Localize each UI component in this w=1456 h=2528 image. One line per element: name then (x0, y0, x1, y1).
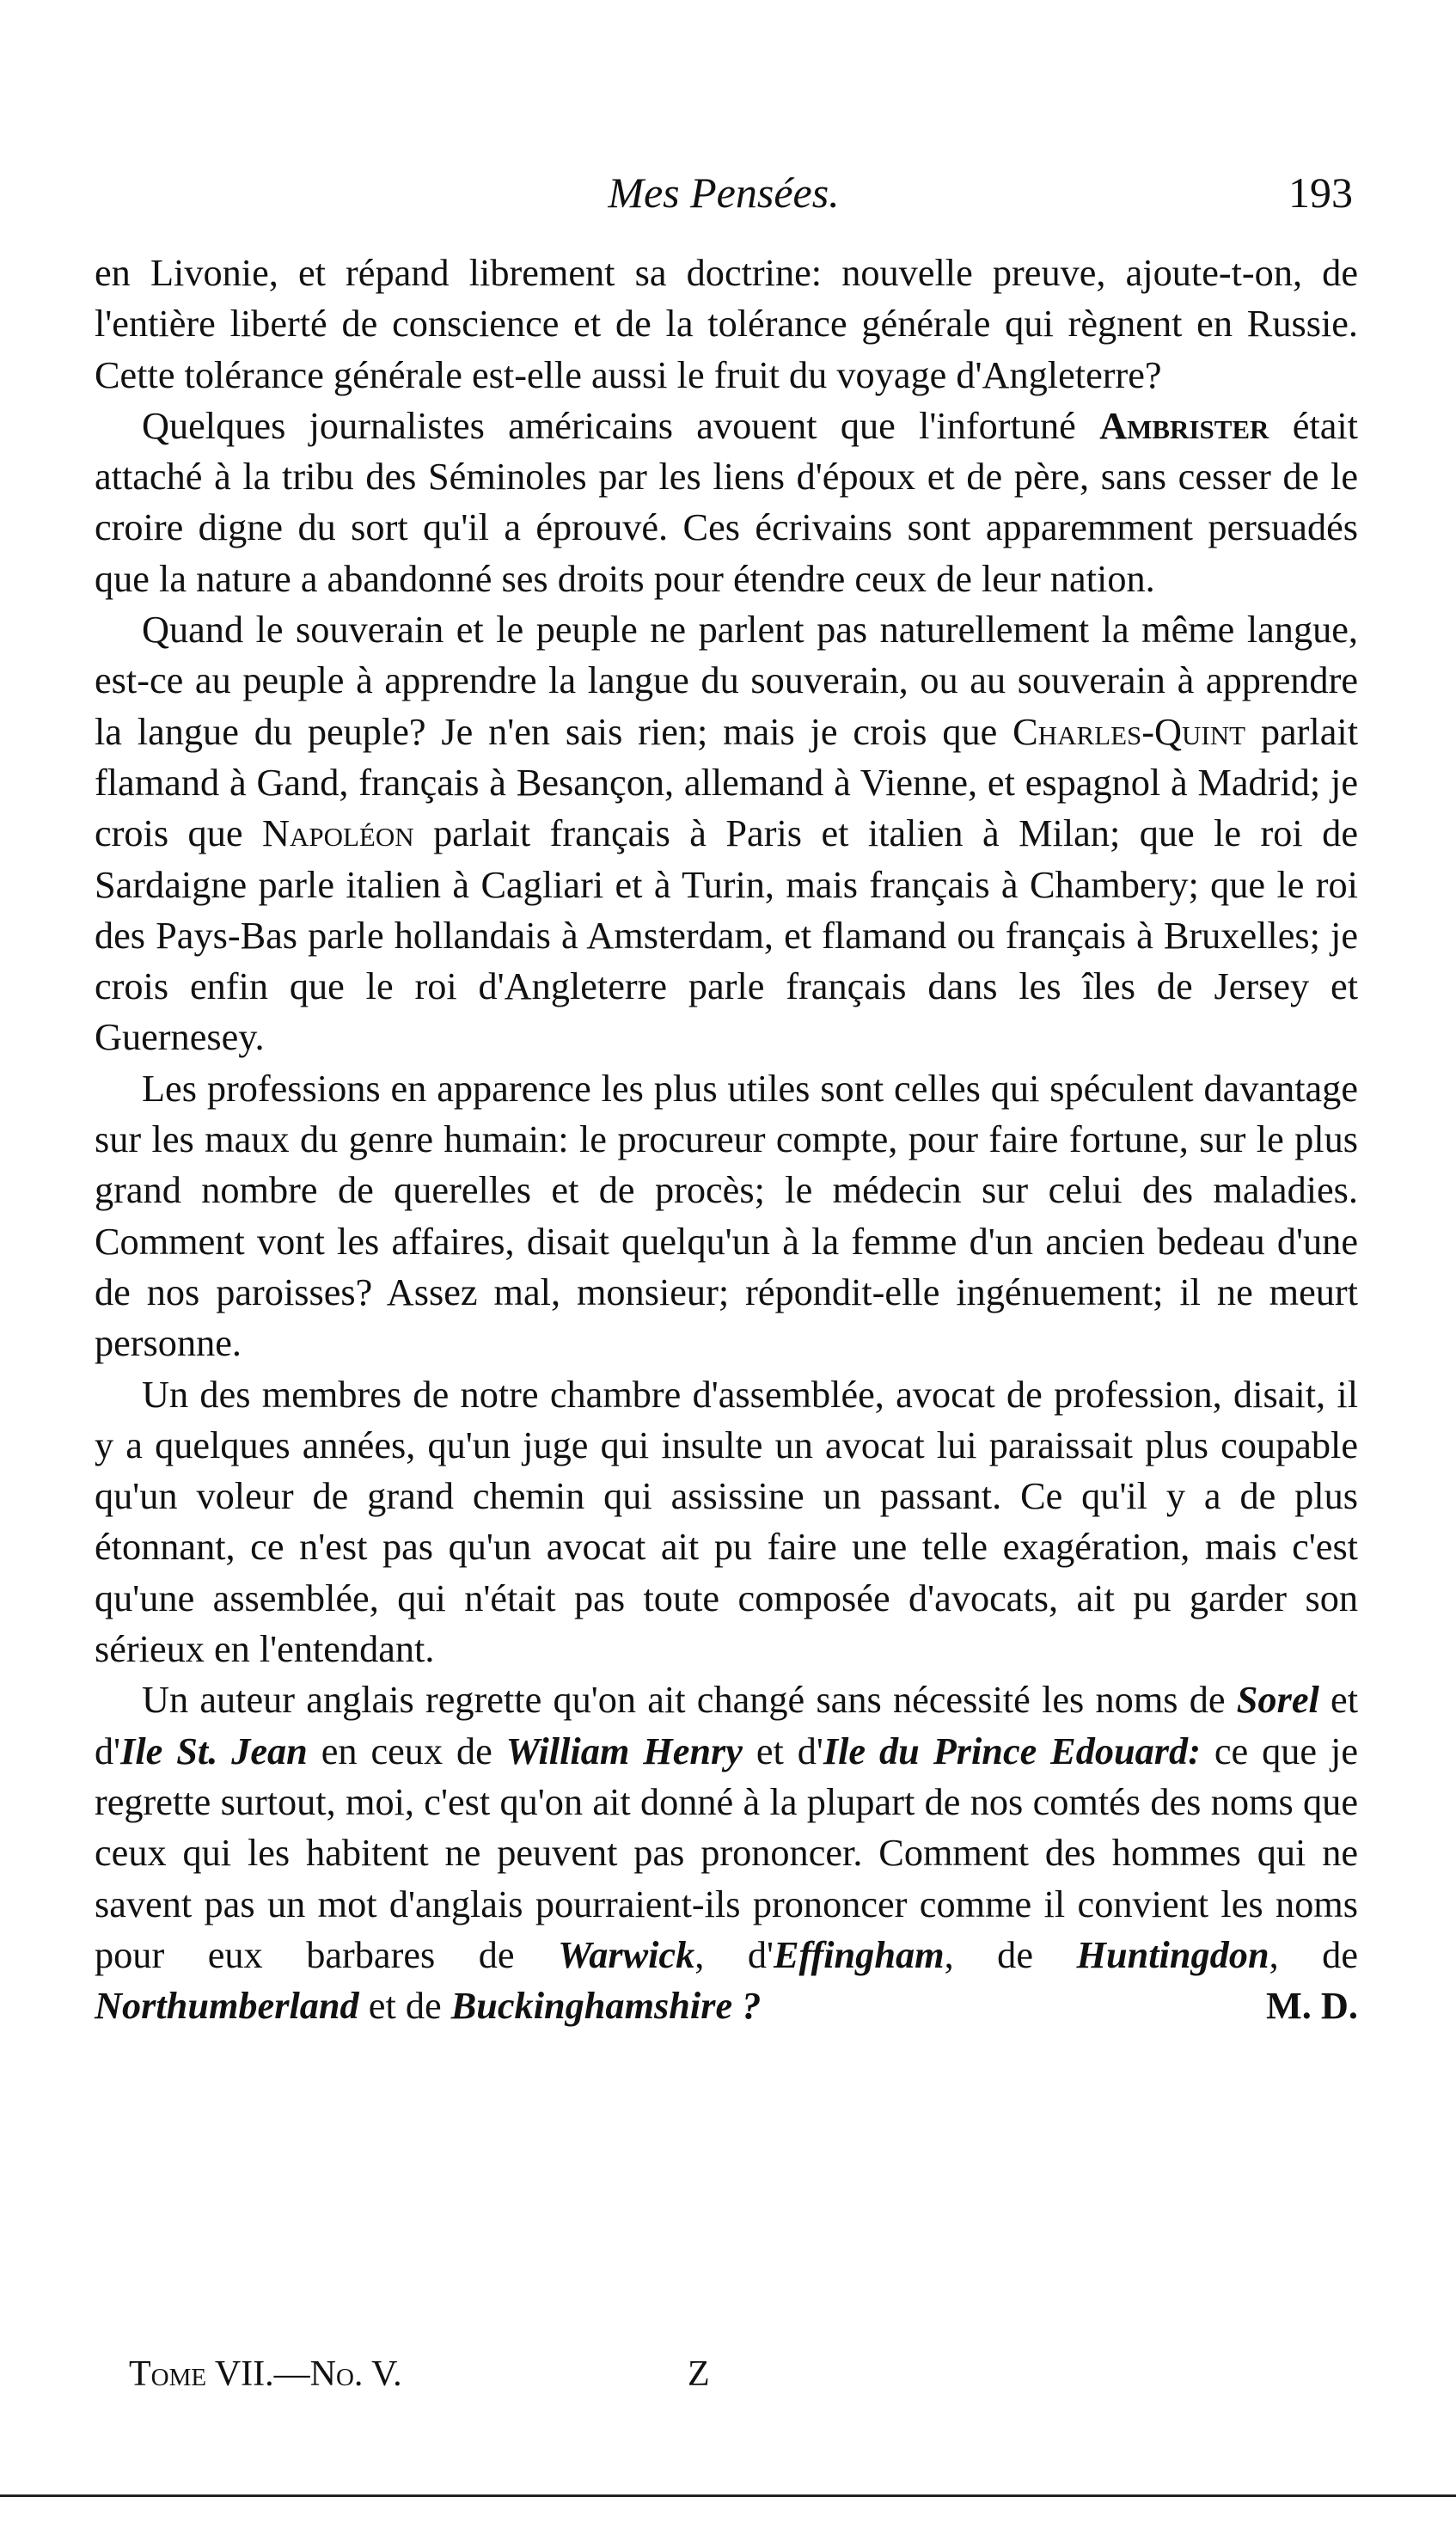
paragraph-text: et d' (95, 1679, 1358, 1772)
paragraph-livonie (95, 248, 1358, 401)
paragraph-text: , de (1269, 1933, 1358, 1976)
paragraph-text: Les professions en apparence les plus utiles sont celles qui spéculent davantage sur les maux du genre humain: le procureur compte, pour faire fortune, sur le plus grand nombre de querelles et de procès; le médecin sur celui des maladies. Comment vont les affaires, disait quelqu'un à la femme d'un ancien bedeau d'une de nos paroisses? Assez mal, monsieur; répondit-elle ingénuement; il ne meurt personne. (95, 1067, 1358, 1365)
page-header (95, 168, 1353, 219)
running-title: Mes Pensées. (608, 168, 840, 217)
paragraph-text: Quelques journalistes américains avouent que l'infortuné (142, 404, 1100, 447)
place-warwick: Warwick (558, 1933, 695, 1976)
paragraph-avocat (95, 1369, 1358, 1675)
paragraph-text: parlait flamand à Gand, français à Besançon, allemand à Vienne, et espagnol à Madrid; je crois que (95, 710, 1358, 855)
paragraph-text: en ceux de (307, 1729, 506, 1772)
paragraph-text: , de (944, 1933, 1077, 1976)
name-ambrister: Ambrister (1099, 404, 1269, 447)
bottom-rule (0, 2494, 1456, 2497)
place-northumberland: Northumberland (95, 1985, 359, 2028)
body-text (95, 248, 1358, 2031)
name-charles-quint: Charles-Quint (1012, 710, 1246, 753)
place-ile-prince-edouard: Ile du Prince Edouard: (823, 1729, 1201, 1772)
place-effingham: Effingham (773, 1933, 945, 1976)
paragraph-text: Un des membres de notre chambre d'assemblée, avocat de profession, disait, il y a quelques années, qu'un juge qui insulte un avocat lui paraissait plus coupable qu'un voleur de grand chemin qui assissine un passant. Ce qu'il y a de plus étonnant, ce n'est pas qu'un avocat ait pu faire une telle exagération, mais c'est qu'une assemblée, qui n'était pas toute composée d'avocats, ait pu garder son sérieux en l'entendant. (95, 1373, 1358, 1671)
page-footer (129, 2354, 817, 2405)
paragraph-ambrister (95, 401, 1358, 604)
place-ile-st-jean: Ile St. Jean (120, 1729, 308, 1772)
paragraph-noms-anglais (95, 1674, 1358, 2031)
page-number: 193 (1288, 168, 1353, 217)
paragraph-text: Quand le souverain et le peuple ne parlent pas naturellement la même langue, est-ce au peuple à apprendre la langue du souverain, ou au souverain à apprendre la langue du peuple? Je n'en sais rien; mais je crois que (95, 609, 1358, 753)
author-signature: M. D. (1265, 1985, 1358, 2028)
name-napoleon: Napoléon (261, 812, 414, 855)
paragraph-text: en Livonie, et répand librement sa doctrine: nouvelle preuve, ajoute-t-on, de l'entière liberté de conscience et de la tolérance générale qui règnent en Russie. Cette tolérance générale est-elle aussi le fruit du voyage d'Angleterre? (95, 252, 1358, 396)
paragraph-text: était attaché à la tribu des Séminoles par les liens d'époux et de père, sans cesser de le croire digne du sort qu'il a éprouvé. Ces écrivains sont apparemment persuadés que la nature a abandonné ses droits pour étendre ceux de leur nation. (95, 404, 1358, 600)
place-sorel: Sorel (1236, 1679, 1319, 1722)
paragraph-text: et d' (742, 1729, 823, 1772)
paragraph-text: , d' (694, 1933, 774, 1976)
paragraph-text: ce que je regrette surtout, moi, c'est qu'on ait donné à la plupart de nos comtés des noms que ceux qui les habitent ne peuvent pas prononcer. Comment des hommes qui ne savent pas un mot d'anglais pourraient-ils prononcer comme il convient les noms pour eux barbares de (95, 1729, 1358, 1976)
volume-line: Tome VII.—No. V. (129, 2354, 402, 2394)
place-william-henry: William Henry (505, 1729, 743, 1772)
paragraph-text: parlait français à Paris et italien à Milan; que le roi de Sardaigne parle italien à Cagliari et à Turin, mais français à Chambery; que le roi des Pays-Bas parle hollandais à Amsterdam, et flamand ou français à Bruxelles; je crois enfin que le roi d'Angleterre parle français dans les îles de Jersey et Guernesey. (95, 812, 1358, 1059)
signature-mark: Z (688, 2354, 710, 2394)
place-buckinghamshire: Buckinghamshire ? (450, 1985, 762, 2028)
paragraph-text: et de (358, 1985, 451, 2028)
place-huntingdon: Huntingdon (1076, 1933, 1269, 1976)
paragraph-professions (95, 1063, 1358, 1369)
paragraph-souverain (95, 604, 1358, 1063)
paragraph-text: Un auteur anglais regrette qu'on ait changé sans nécessité les noms de (142, 1679, 1237, 1722)
